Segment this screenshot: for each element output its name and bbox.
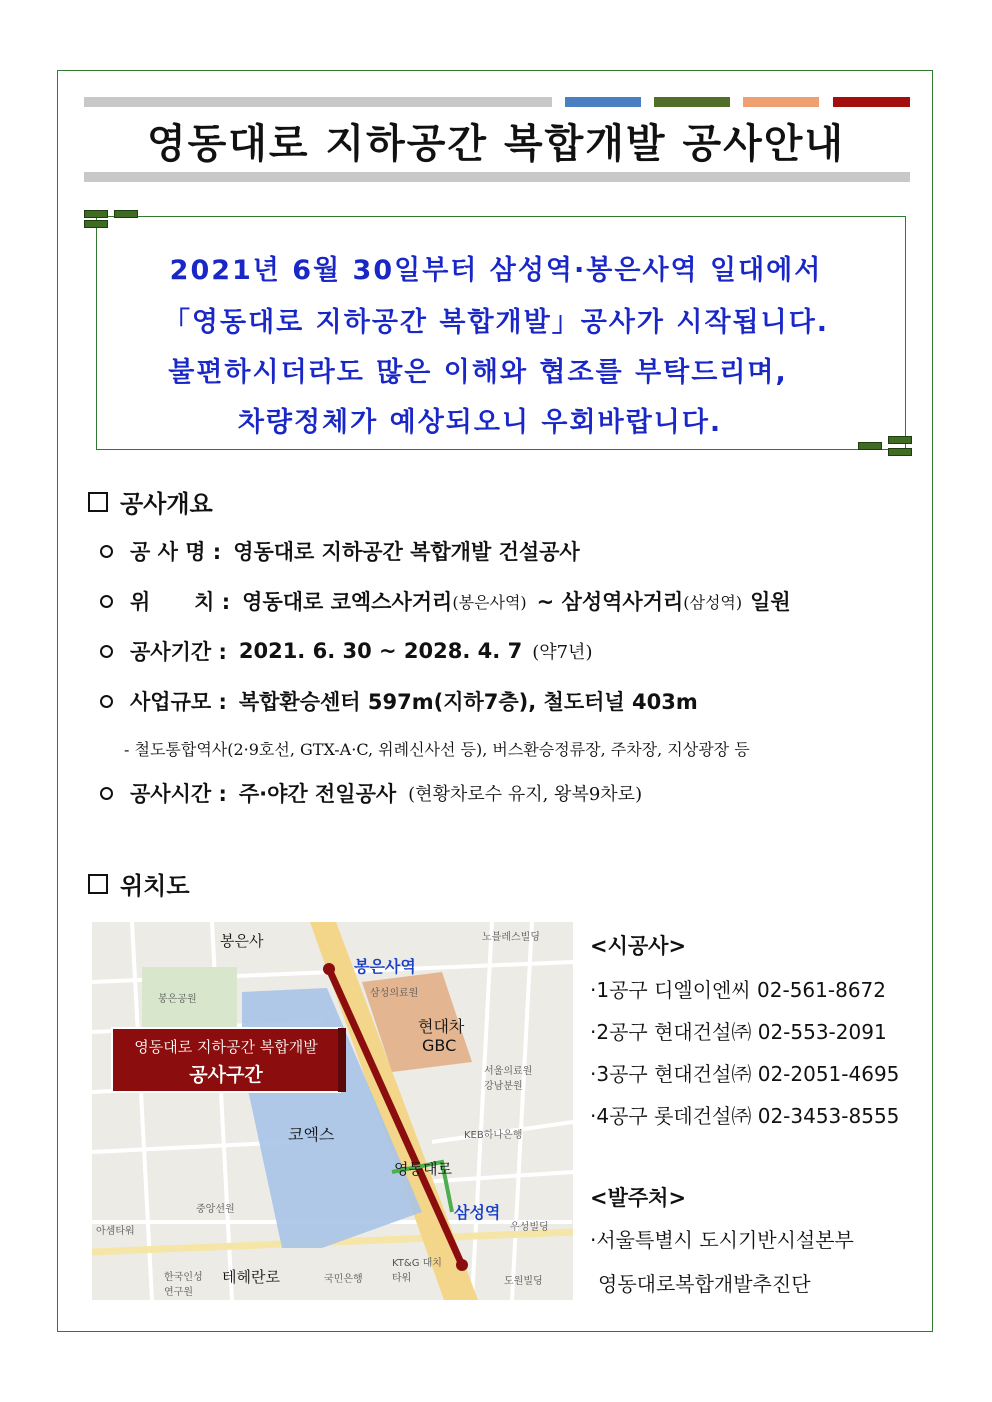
client-line-2: 영동대로복합개발추진단 xyxy=(598,1272,811,1296)
header-bar-gray xyxy=(84,97,552,107)
header-bar-green xyxy=(654,97,730,107)
label-period: 공사기간 : xyxy=(130,640,227,664)
section-location-title: 위치도 xyxy=(120,872,190,900)
map-label-noblesse: 노블레스빌딩 xyxy=(482,932,540,943)
page-title: 영동대로 지하공간 복합개발 공사안내 xyxy=(146,121,846,167)
contractor-item: ·1공구 디엘이엔씨 02-561-8672 xyxy=(590,978,886,1002)
client-line-1: ·서울특별시 도시기반시설본부 xyxy=(590,1228,854,1252)
header-bar-blue xyxy=(565,97,641,107)
contractors-heading: <시공사> xyxy=(590,934,687,958)
value-hours: 주·야간 전일공사 xyxy=(238,782,397,806)
value-location-b: (봉은사역) xyxy=(452,592,527,612)
map-label-keb: KEB하나은행 xyxy=(464,1130,523,1141)
value-period-note: (약7년) xyxy=(532,642,593,663)
client-heading: <발주처> xyxy=(590,1186,687,1210)
map-label-samsung-med: 삼성의료원 xyxy=(370,988,419,999)
map-label-teheran: 테헤란로 xyxy=(222,1268,280,1286)
label-scale: 사업규모 : xyxy=(130,690,227,714)
map-label-kookmin: 국민은행 xyxy=(324,1274,363,1285)
corner-deco xyxy=(114,210,138,218)
section-location xyxy=(88,866,190,901)
map-label-woosung: 우성빌딩 xyxy=(510,1222,549,1233)
map-label-hyundai-1: 현대차 xyxy=(418,1017,465,1036)
value-location-e: 일원 xyxy=(750,590,791,614)
map-label-ktg: KT&G 대치타워 xyxy=(392,1258,442,1284)
notice-line-2: 「영동대로 지하공간 복합개발」공사가 시작됩니다. xyxy=(162,307,830,338)
value-location-a: 영동대로 코엑스사거리 xyxy=(242,590,453,614)
label-hours: 공사시간 : xyxy=(130,782,227,806)
checkbox-icon xyxy=(88,492,108,512)
map-label-dowon: 도원빌딩 xyxy=(504,1276,543,1287)
title-underline xyxy=(84,172,910,182)
location-map xyxy=(92,922,573,1300)
section-overview xyxy=(88,484,213,519)
corner-deco xyxy=(84,220,108,228)
map-label-yeongdong: 영동대로 xyxy=(394,1160,452,1178)
map-label-park: 봉은공원 xyxy=(158,994,197,1005)
section-overview-title: 공사개요 xyxy=(120,490,213,518)
map-label-hyundai-2: GBC xyxy=(422,1036,457,1055)
circle-bullet-icon xyxy=(100,545,113,558)
circle-bullet-icon xyxy=(100,645,113,658)
row-period xyxy=(100,636,592,666)
row-project-name xyxy=(100,536,580,566)
corner-deco xyxy=(84,210,108,218)
value-period: 2021. 6. 30 ~ 2028. 4. 7 xyxy=(238,639,523,663)
contractor-item: ·3공구 현대건설㈜ 02-2051-4695 xyxy=(590,1062,900,1086)
circle-bullet-icon xyxy=(100,695,113,708)
map-label-bongeunsa: 봉은사 xyxy=(220,932,264,950)
label-location: 위 치 : xyxy=(130,590,231,614)
map-label-asem: 아셈타워 xyxy=(96,1226,135,1237)
row-hours xyxy=(100,778,642,808)
notice-line-3: 불편하시더라도 많은 이해와 협조를 부탁드리며, xyxy=(168,357,788,388)
map-label-medical: 서울의료원 강남분원 xyxy=(484,1066,533,1092)
value-scale: 복합환승센터 597m(지하7층), 철도터널 403m xyxy=(238,690,698,714)
map-label-research: 한국인성 연구원 xyxy=(164,1272,203,1298)
circle-bullet-icon xyxy=(100,595,113,608)
map-label-central: 중앙선원 xyxy=(196,1204,235,1215)
circle-bullet-icon xyxy=(100,787,113,800)
map-label-samsung-station: 삼성역 xyxy=(454,1203,501,1222)
header-bar-orange xyxy=(743,97,819,107)
header-bar-red xyxy=(833,97,910,107)
row-scale xyxy=(100,686,698,716)
map-label-coex: 코엑스 xyxy=(288,1125,335,1144)
map-label-bongeunsa-station: 봉은사역 xyxy=(354,957,416,976)
label-project-name: 공 사 명 : xyxy=(130,540,222,564)
scale-sub-detail: - 철도통합역사(2·9호선, GTX-A·C, 위례신사선 등), 버스환승정류장, 주차장, 지상광장 등 xyxy=(124,740,750,759)
map-graphic xyxy=(92,922,573,1300)
row-location xyxy=(100,586,791,616)
value-hours-note: (현황차로수 유지, 왕복9차로) xyxy=(408,784,643,805)
map-banner-line-1: 영동대로 지하공간 복합개발 xyxy=(134,1038,318,1056)
corner-deco xyxy=(888,448,912,456)
map-banner-line-2: 공사구간 xyxy=(189,1064,263,1086)
contractor-item: ·4공구 롯데건설㈜ 02-3453-8555 xyxy=(590,1104,900,1128)
contractor-item: ·2공구 현대건설㈜ 02-553-2091 xyxy=(590,1020,887,1044)
value-location-d: (삼성역) xyxy=(683,592,743,612)
notice-line-4: 차량정체가 예상되오니 우회바랍니다. xyxy=(237,407,723,438)
value-project-name: 영동대로 지하공간 복합개발 건설공사 xyxy=(233,540,580,564)
corner-deco xyxy=(858,442,882,450)
notice-line-1: 2021년 6월 30일부터 삼성역·봉은사역 일대에서 xyxy=(169,255,823,286)
value-location-c: ~ 삼성역사거리 xyxy=(536,590,684,614)
checkbox-icon xyxy=(88,874,108,894)
